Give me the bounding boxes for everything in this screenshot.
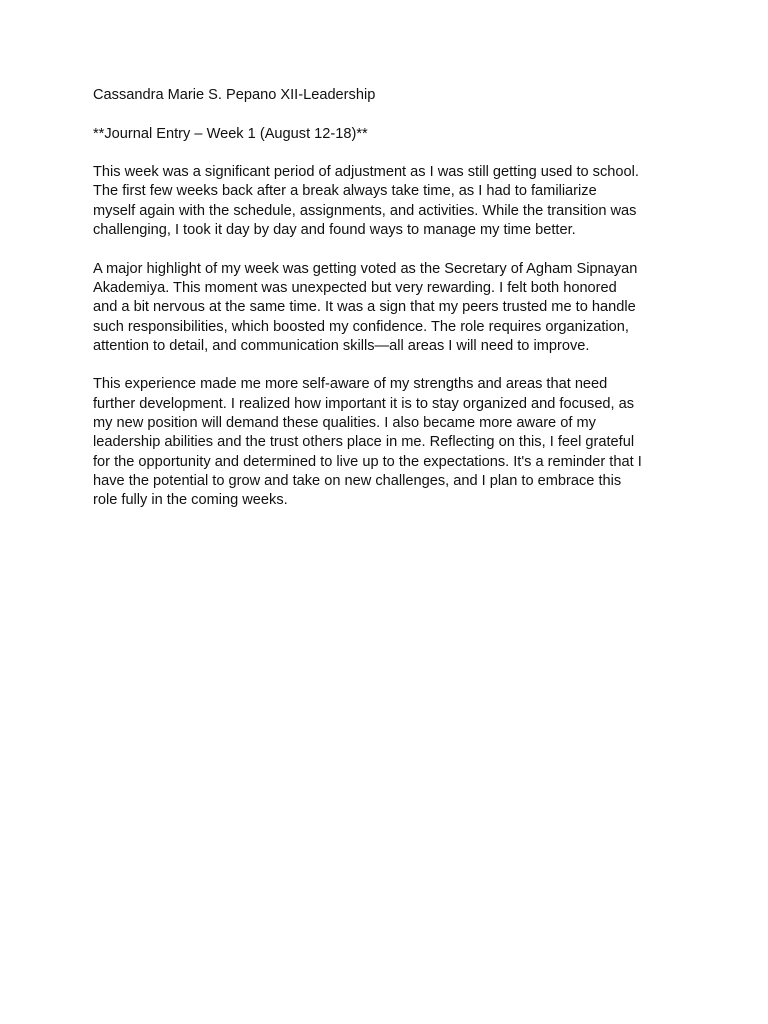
- author-line: Cassandra Marie S. Pepano XII-Leadership: [93, 87, 376, 103]
- text-line: my new position will demand these qualities. I also became more aware of my: [93, 415, 596, 432]
- text-line: further development. I realized how important it is to stay organized and focused, as: [93, 395, 635, 412]
- text-line: leadership abilities and the trust others place in me. Reflecting on this, I feel grateful: [93, 434, 635, 451]
- text-line: and a bit nervous at the same time. It was a sign that my peers trusted me to handle: [93, 299, 636, 316]
- paragraph-reflection: [93, 375, 683, 510]
- text-line: This experience made me more self-aware of my strengths and areas that need: [93, 376, 608, 393]
- paragraph-highlight: [93, 260, 683, 356]
- text-line: This week was a significant period of adjustment as I was still getting used to school.: [93, 164, 639, 181]
- text-line: A major highlight of my week was getting voted as the Secretary of Agham Sipnayan: [93, 260, 638, 277]
- text-line: attention to detail, and communication skills—all areas I will need to improve.: [93, 337, 590, 354]
- text-line: challenging, I took it day by day and found ways to manage my time better.: [93, 222, 576, 239]
- entry-heading: **Journal Entry – Week 1 (August 12-18)**: [93, 125, 368, 142]
- journal-content: [93, 86, 683, 530]
- text-line: Akademiya. This moment was unexpected but very rewarding. I felt both honored: [93, 279, 617, 296]
- text-line: for the opportunity and determined to live up to the expectations. It's a reminder that I: [93, 453, 642, 470]
- text-line: have the potential to grow and take on new challenges, and I plan to embrace this: [93, 472, 622, 489]
- text-line: such responsibilities, which boosted my confidence. The role requires organization,: [93, 318, 629, 335]
- paragraph-adjustment: [93, 163, 683, 240]
- text-line: role fully in the coming weeks.: [93, 492, 288, 509]
- text-line: myself again with the schedule, assignments, and activities. While the transition was: [93, 202, 637, 219]
- text-line: The first few weeks back after a break always take time, as I had to familiarize: [93, 183, 597, 200]
